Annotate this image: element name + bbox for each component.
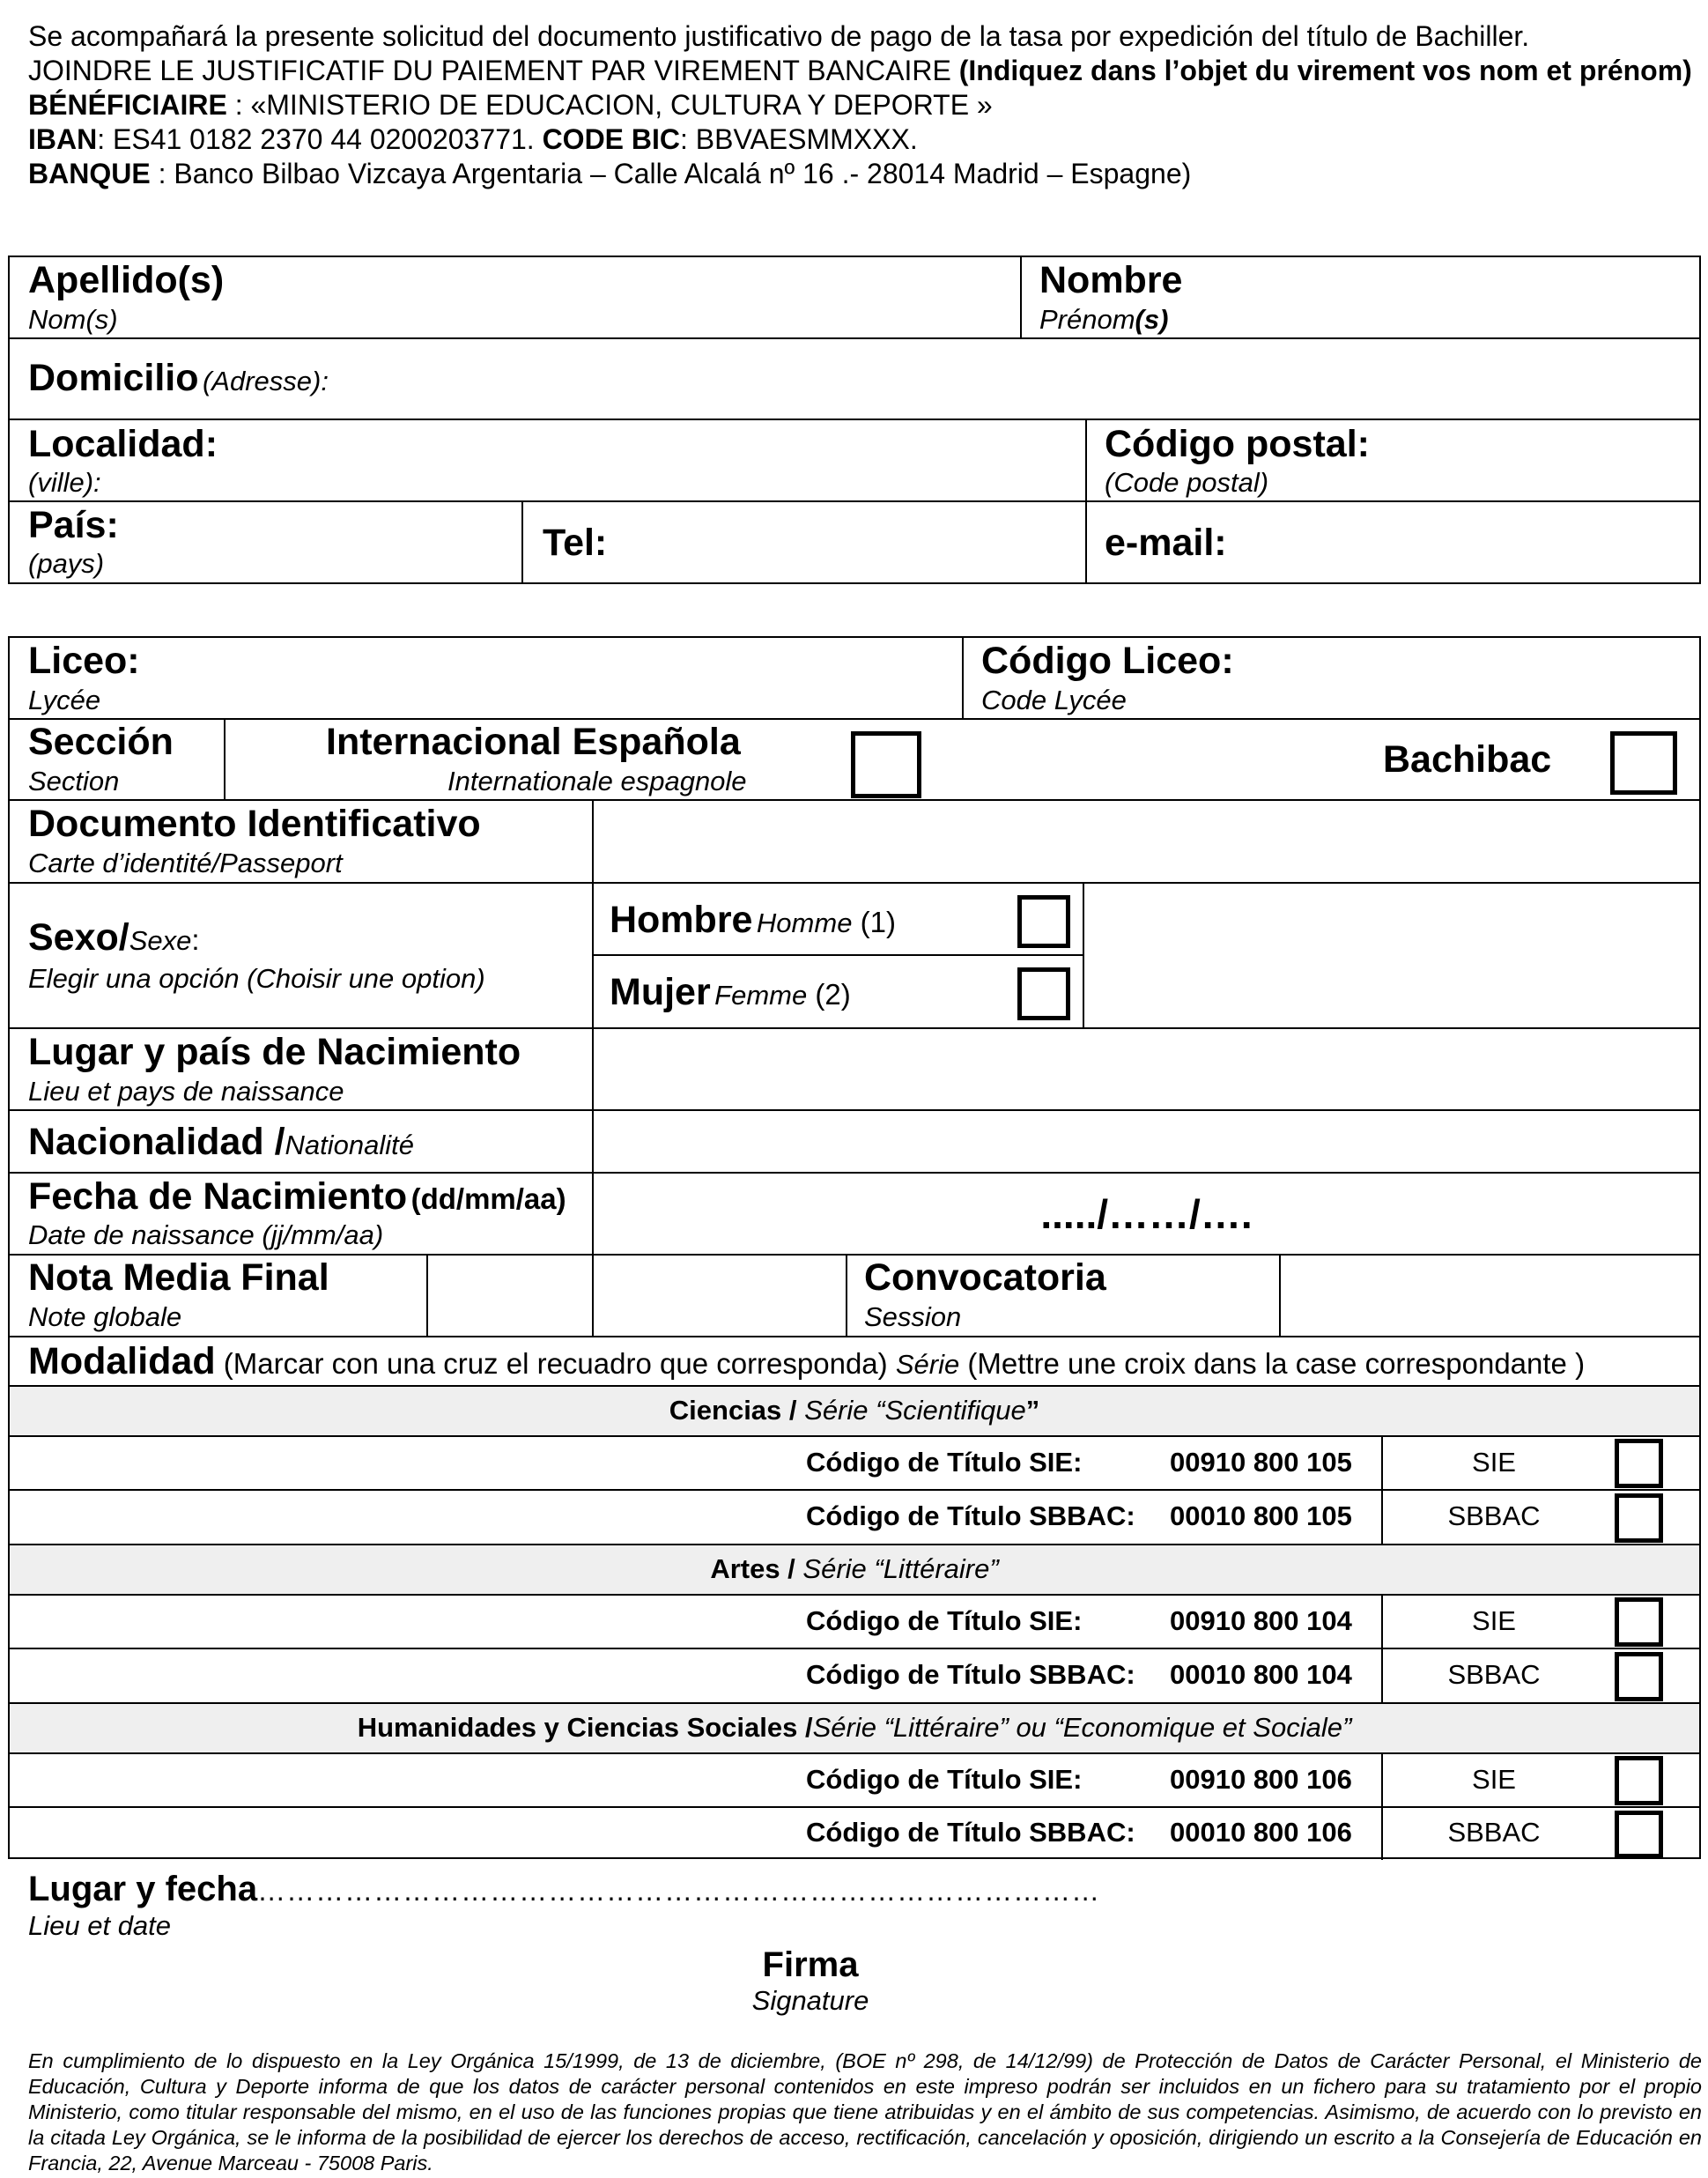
place-date-field[interactable] [269, 1868, 1555, 1912]
title-code-label: Código de Título SIE: [806, 1447, 1083, 1478]
birthdate-format: (dd/mm/aa) [410, 1182, 566, 1215]
divider [1381, 1594, 1383, 1703]
birthdate-placeholder: ...../……/…. [1040, 1191, 1253, 1237]
divider [8, 1752, 1701, 1754]
title-code-value: 00910 800 105 [1170, 1447, 1352, 1478]
title-code-value: 00910 800 106 [1170, 1764, 1352, 1795]
name-label-fr-text: Prénom [1039, 304, 1135, 335]
city-label: Localidad: [28, 423, 218, 465]
email-label: e-mail: [1105, 522, 1227, 564]
female-number: (2) [807, 978, 851, 1011]
title-code-value: 00010 800 106 [1170, 1817, 1352, 1848]
divider [8, 1648, 1701, 1649]
divider [846, 1254, 847, 1337]
group-name-fr: Série “Littéraire” ou “Economique et Sociale” [812, 1712, 1352, 1743]
divider [8, 419, 1701, 420]
tel-label: Tel: [543, 522, 608, 564]
modality-serie: Série [895, 1349, 960, 1380]
divider [521, 500, 523, 584]
nationality-field[interactable] [595, 1112, 1698, 1170]
final-grade-label: Nota Media Final [28, 1256, 329, 1299]
title-type: SIE [1472, 1605, 1516, 1636]
title-code-label: Código de Título SBBAC: [806, 1500, 1135, 1531]
intro-line-2 [28, 54, 1702, 88]
intro-line-1: Se acompañará la presente solicitud del documento justificativo de pago de la tasa por expedición del título de Bachiller. [28, 20, 1530, 52]
male-number: (1) [852, 906, 896, 938]
divider [8, 1109, 1701, 1111]
bank-value: : Banco Bilbao Vizcaya Argentaria – Calle Alcalá nº 16 .- 28014 Madrid – Espagne) [150, 158, 1192, 189]
title-type: SBBAC [1447, 1817, 1541, 1848]
female-checkbox[interactable] [1017, 967, 1070, 1020]
group-header-arts [10, 1552, 1699, 1586]
id-document-label: Documento Identificativo [28, 803, 481, 845]
group-name-fr: Série “Littéraire” [802, 1553, 999, 1584]
final-grade-field[interactable] [429, 1256, 844, 1334]
beneficiary-line [28, 88, 1702, 122]
divider [592, 954, 1083, 956]
iban-value: : ES41 0182 2370 44 0200203771. [97, 123, 543, 155]
birthdate-label-row [28, 1175, 566, 1218]
session-field[interactable] [1282, 1256, 1698, 1334]
iban-label: IBAN [28, 123, 98, 155]
liceo-label-fr: Lycée [28, 685, 101, 715]
session-label-fr: Session [864, 1301, 962, 1332]
title-code-label: Código de Título SIE: [806, 1764, 1083, 1795]
liceo-label: Liceo: [28, 640, 140, 682]
divider [8, 1172, 1701, 1174]
signature-label-fr: Signature [751, 1985, 869, 2016]
divider [8, 337, 1701, 339]
iban-line [28, 122, 1702, 157]
postal-code-label-fr: (Code postal) [1105, 467, 1269, 498]
place-date-label-fr: Lieu et date [28, 1910, 172, 1941]
nationality-label: Nacionalidad / [28, 1121, 285, 1163]
name-label: Nombre [1039, 259, 1183, 301]
nationality-label-row [28, 1121, 414, 1163]
divider [8, 718, 1701, 720]
international-spanish-checkbox[interactable] [851, 731, 921, 798]
bic-value: : BBVAESMMXXX. [680, 123, 918, 155]
postal-code-label: Código postal: [1105, 423, 1370, 465]
liceo-field[interactable] [11, 639, 960, 717]
bic-label: CODE BIC [542, 123, 681, 155]
modality-instruction: (Marcar con una cruz el recuadro que corresponda) [215, 1347, 896, 1380]
title-type: SIE [1472, 1764, 1516, 1795]
beneficiary-value: : «MINISTERIO DE EDUCACION, CULTURA Y DEPORTE » [226, 89, 993, 121]
final-grade-label-fr: Note globale [28, 1301, 182, 1332]
male-label: Hombre [610, 899, 753, 941]
intro-virement-note: (Indiquez dans l’objet du virement vos nom et prénom) [958, 55, 1692, 86]
intro-virement: JOINDRE LE JUSTIFICATIF DU PAIEMENT PAR VIREMENT BANCAIRE [28, 55, 951, 86]
title-type: SIE [1472, 1447, 1516, 1478]
humanities-sbbac-checkbox[interactable] [1615, 1811, 1663, 1858]
male-checkbox[interactable] [1017, 895, 1070, 948]
country-label: País: [28, 504, 119, 546]
divider [962, 636, 964, 719]
humanities-sie-checkbox[interactable] [1615, 1756, 1663, 1805]
surname-label-fr: Nom(s) [28, 304, 118, 335]
female-option-row [610, 971, 851, 1013]
divider [8, 1806, 1701, 1808]
title-code-label: Código de Título SIE: [806, 1605, 1083, 1636]
divider [8, 1594, 1701, 1596]
sex-colon: : [191, 923, 200, 956]
divider [8, 1435, 1701, 1437]
divider [1381, 1752, 1383, 1860]
sciences-sie-checkbox[interactable] [1615, 1439, 1663, 1488]
id-document-field[interactable] [595, 802, 1698, 880]
birthplace-field[interactable] [595, 1030, 1698, 1108]
bachibac-label: Bachibac [1383, 738, 1552, 781]
international-spanish-label-fr: Internationale espagnole [447, 766, 747, 796]
divider [8, 1027, 1701, 1029]
payment-instructions [28, 19, 1702, 191]
divider [8, 500, 1701, 502]
data-protection-notice: En cumplimiento de lo dispuesto en la Ley Orgánica 15/1999, de 13 de diciembre, (BOE nº 298, de 14/12/99) de Protección de Datos de Carácter Personal, el Ministerio de Educación, Cultura y Deporte informa de que los datos de carácter personal contenidos en este impreso podrán ser incluidos en un fichero para su tratamiento por el propio Ministerio, como titular responsable del mismo, en el uso de las funciones propias que tiene atribuidas y en el ámbito de sus competencias. Asimismo, de acuerdo con lo previsto en la citada Ley Orgánica, se le informa de la posibilidad de ejercer los derechos de acceso, rectificación, cancelación y oposición, dirigiendo un escrito a la Consejería de Educación en Francia, 22, Avenue Marceau - 75008 Paris. [28, 2049, 1702, 2174]
female-label-fr: Femme [714, 980, 808, 1011]
group-name: Humanidades y Ciencias Sociales / [357, 1712, 813, 1743]
liceo-code-label-fr: Code Lycée [981, 685, 1127, 715]
group-header-humanities [10, 1711, 1699, 1745]
session-label: Convocatoria [864, 1256, 1106, 1299]
sex-label: Sexo/ [28, 916, 129, 959]
name-label-fr [1039, 304, 1168, 336]
modality-label: Modalidad [28, 1340, 216, 1382]
title-code-value: 00010 800 104 [1170, 1659, 1352, 1690]
beneficiary-label: BÉNÉFICIAIRE [28, 89, 227, 121]
divider [8, 1702, 1701, 1704]
surname-label: Apellido(s) [28, 259, 225, 301]
title-code-label: Código de Título SBBAC: [806, 1817, 1135, 1848]
birthdate-label-fr: Date de naissance (jj/mm/aa) [28, 1219, 384, 1250]
bank-line [28, 157, 1702, 191]
address-label: Domicilio [28, 357, 199, 399]
title-type: SBBAC [1447, 1500, 1541, 1531]
name-label-fr-suffix: (s) [1135, 304, 1169, 335]
divider [1085, 419, 1087, 584]
group-name: Artes / [710, 1553, 803, 1584]
male-option-row [610, 899, 896, 941]
divider [8, 882, 1701, 884]
liceo-code-label: Código Liceo: [981, 640, 1234, 682]
international-spanish-label: Internacional Española [326, 721, 741, 763]
address-label-row [28, 357, 329, 399]
divider [8, 1385, 1701, 1387]
divider [224, 718, 226, 800]
section-label-fr: Section [28, 766, 120, 796]
birthplace-label-fr: Lieu et pays de naissance [28, 1076, 344, 1107]
divider [1279, 1254, 1281, 1337]
birthplace-label: Lugar y país de Nacimiento [28, 1031, 521, 1073]
arts-sie-checkbox[interactable] [1615, 1597, 1663, 1647]
title-code-value: 00010 800 105 [1170, 1500, 1352, 1531]
title-code-value: 00910 800 104 [1170, 1605, 1352, 1636]
address-label-fr: (Adresse): [202, 366, 329, 396]
place-date-label: Lugar y fecha [28, 1870, 258, 1908]
female-label: Mujer [610, 971, 711, 1013]
sex-label-row [28, 916, 200, 959]
bachibac-checkbox[interactable] [1610, 731, 1677, 795]
sciences-sbbac-checkbox[interactable] [1615, 1493, 1663, 1543]
divider [8, 1489, 1701, 1491]
signature-label: Firma [762, 1945, 859, 1984]
sex-choose-hint [28, 963, 485, 995]
modality-header [28, 1340, 1585, 1382]
place-date-dots: …………………………………………………………………………… [257, 1875, 1101, 1907]
birthdate-label: Fecha de Nacimiento [28, 1175, 408, 1218]
bank-label: BANQUE [28, 158, 151, 189]
divider [1083, 882, 1084, 1028]
divider [1020, 256, 1022, 338]
group-header-sciences [10, 1394, 1699, 1427]
country-label-fr: (pays) [28, 548, 105, 579]
divider [8, 1544, 1701, 1545]
group-name: Ciencias / [669, 1395, 805, 1426]
divider [426, 1254, 428, 1337]
divider [8, 1254, 1701, 1256]
tel-field[interactable] [524, 503, 1083, 582]
city-label-fr: (ville): [28, 467, 101, 498]
group-name-fr: Série “Scientifique [804, 1395, 1026, 1426]
title-type: SBBAC [1447, 1659, 1541, 1690]
id-document-label-fr: Carte d’identité/Passeport [28, 848, 343, 878]
title-code-label: Código de Título SBBAC: [806, 1659, 1135, 1690]
sex-label-fr: Sexe [129, 925, 192, 956]
divider [8, 1336, 1701, 1337]
divider [1381, 1435, 1383, 1545]
male-label-fr: Homme [756, 908, 853, 938]
nationality-label-fr: Nationalité [285, 1130, 414, 1160]
divider [8, 799, 1701, 801]
arts-sbbac-checkbox[interactable] [1615, 1652, 1663, 1701]
group-name-end: ” [1025, 1395, 1040, 1426]
modality-instruction-fr: (Mettre une croix dans la case correspondante ) [959, 1347, 1586, 1380]
section-label: Sección [28, 721, 174, 763]
sex-choose-text: Elegir una opción (Choisir une option) [28, 963, 485, 994]
